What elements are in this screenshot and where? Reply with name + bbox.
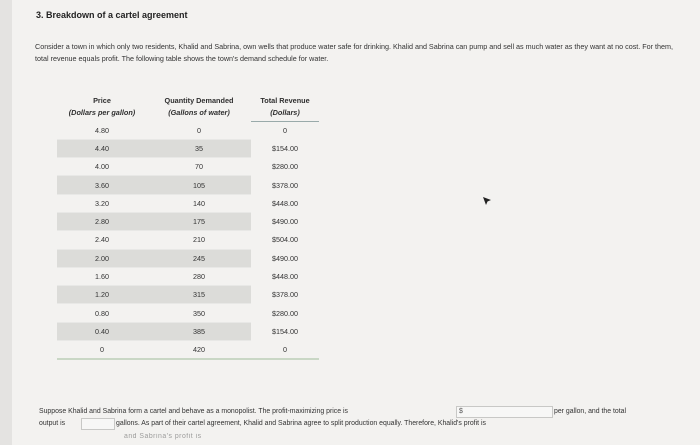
- revenue-cell: $490.00: [272, 217, 298, 227]
- revenue-cell: $490.00: [272, 253, 298, 263]
- table-row: [57, 122, 319, 140]
- price-cell: 1.60: [57, 267, 147, 285]
- currency-symbol: $: [459, 408, 463, 415]
- question-text-cutoff: and Sabrina's profit is: [124, 433, 202, 440]
- price-cell: 2.80: [57, 212, 147, 230]
- table-row: [57, 267, 319, 285]
- header-qty-units: (Gallons of water): [168, 107, 230, 117]
- header-price: Price: [93, 96, 111, 105]
- mouse-pointer-icon: [482, 196, 492, 206]
- revenue-cell: $154.00: [272, 143, 298, 153]
- revenue-cell: $280.00: [272, 308, 298, 318]
- quantity-cell: 350: [147, 304, 251, 322]
- question-text-1: Suppose Khalid and Sabrina form a cartel and behave as a monopolist. The profit-maximizing price is: [39, 408, 348, 415]
- problem-intro: Consider a town in which only two residents, Khalid and Sabrina, own wells that produce water safe for drinking. Khalid and Sabrina can pump and sell as much water as they want at no cost. For them, total revenue equals profit. The following table shows the town's demand schedule for water.: [35, 42, 674, 63]
- price-cell: 4.40: [57, 139, 147, 157]
- revenue-cell: $504.00: [272, 235, 298, 245]
- header-rev-units: (Dollars): [251, 107, 319, 122]
- revenue-cell: 0: [283, 344, 287, 354]
- header-qty: Quantity Demanded: [164, 96, 234, 105]
- quantity-cell: 105: [147, 176, 251, 194]
- quantity-cell: 175: [147, 212, 251, 230]
- table-row: [57, 286, 319, 304]
- revenue-cell: $154.00: [272, 326, 298, 336]
- quantity-cell: 0: [147, 122, 251, 140]
- price-cell: 2.00: [57, 249, 147, 267]
- price-cell: 1.20: [57, 286, 147, 304]
- quantity-cell: 140: [147, 194, 251, 212]
- question-text-4: gallons. As part of their cartel agreement, Khalid and Sabrina agree to split production equally. Therefore, Khalid's profit is: [116, 420, 486, 427]
- question-block: [39, 406, 679, 430]
- question-text-3: output is: [39, 420, 66, 427]
- quantity-cell: 315: [147, 286, 251, 304]
- question-line-1: [39, 406, 679, 418]
- quantity-cell: 35: [147, 139, 251, 157]
- price-cell: 4.00: [57, 158, 147, 176]
- quantity-cell: 420: [147, 341, 251, 360]
- table-row: [57, 231, 319, 249]
- header-price-units: (Dollars per gallon): [68, 107, 136, 117]
- problem-page: [12, 0, 700, 445]
- output-answer-field[interactable]: [81, 418, 115, 430]
- table-row: [57, 341, 319, 360]
- price-cell: 0: [57, 341, 147, 360]
- price-answer-field[interactable]: [456, 406, 553, 418]
- table-row: [57, 249, 319, 267]
- table-bottom-rule: [57, 359, 319, 363]
- quantity-cell: 280: [147, 267, 251, 285]
- price-cell: 2.40: [57, 231, 147, 249]
- revenue-cell: $280.00: [272, 162, 298, 172]
- price-cell: 4.80: [57, 122, 147, 140]
- question-line-2: [39, 418, 679, 430]
- quantity-cell: 245: [147, 249, 251, 267]
- revenue-cell: $448.00: [272, 272, 298, 282]
- price-cell: 0.80: [57, 304, 147, 322]
- problem-heading: 3. Breakdown of a cartel agreement: [36, 10, 188, 20]
- table-row: [57, 176, 319, 194]
- revenue-cell: $448.00: [272, 198, 298, 208]
- question-text-2: per gallon, and the total: [554, 408, 627, 415]
- table-row: [57, 194, 319, 212]
- revenue-cell: $378.00: [272, 290, 298, 300]
- price-cell: 3.60: [57, 176, 147, 194]
- quantity-cell: 210: [147, 231, 251, 249]
- quantity-cell: 70: [147, 158, 251, 176]
- table-row: [57, 322, 319, 340]
- table-row: [57, 304, 319, 322]
- demand-schedule-table: [57, 94, 319, 363]
- price-cell: 3.20: [57, 194, 147, 212]
- price-cell: 0.40: [57, 322, 147, 340]
- table-row: [57, 139, 319, 157]
- quantity-cell: 385: [147, 322, 251, 340]
- table-row: [57, 158, 319, 176]
- revenue-cell: $378.00: [272, 180, 298, 190]
- revenue-cell: 0: [283, 126, 287, 136]
- header-rev: Total Revenue: [260, 96, 310, 105]
- table-row: [57, 212, 319, 230]
